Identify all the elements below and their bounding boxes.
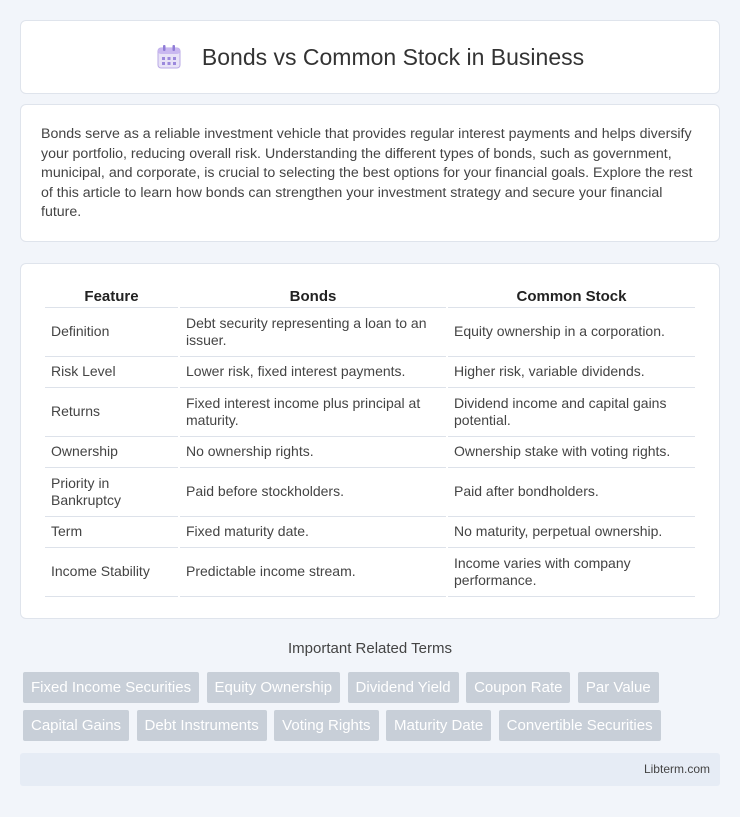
header-card bbox=[20, 20, 720, 94]
tag-coupon-rate[interactable]: Coupon Rate bbox=[466, 672, 570, 703]
column-header-common-stock: Common Stock bbox=[448, 284, 695, 308]
table-cell: Dividend income and capital gains potential. bbox=[448, 388, 695, 437]
table-row bbox=[45, 468, 695, 517]
related-terms-list bbox=[23, 672, 723, 748]
table-cell: Priority in Bankruptcy bbox=[45, 468, 178, 517]
table-cell: Debt security representing a loan to an issuer. bbox=[180, 308, 446, 357]
table-row bbox=[45, 308, 695, 357]
intro-card bbox=[20, 104, 720, 242]
page-title: Bonds vs Common Stock in Business bbox=[201, 43, 585, 70]
table-cell: Paid after bondholders. bbox=[448, 468, 695, 517]
column-header-bonds: Bonds bbox=[180, 284, 446, 308]
table-header-row bbox=[45, 284, 695, 308]
tag-debt-instruments[interactable]: Debt Instruments bbox=[137, 710, 267, 741]
table-cell: Returns bbox=[45, 388, 178, 437]
table-cell: No maturity, perpetual ownership. bbox=[448, 517, 695, 548]
table-row bbox=[45, 548, 695, 597]
table-cell: Lower risk, fixed interest payments. bbox=[180, 357, 446, 388]
footer bbox=[20, 753, 720, 786]
column-header-feature: Feature bbox=[45, 284, 178, 308]
tag-convertible-securities[interactable]: Convertible Securities bbox=[499, 710, 661, 741]
table-row bbox=[45, 437, 695, 468]
table-cell: Fixed interest income plus principal at maturity. bbox=[180, 388, 446, 437]
table-cell: Equity ownership in a corporation. bbox=[448, 308, 695, 357]
table-cell: Ownership bbox=[45, 437, 178, 468]
tag-maturity-date[interactable]: Maturity Date bbox=[386, 710, 491, 741]
table-cell: Paid before stockholders. bbox=[180, 468, 446, 517]
table-cell: Predictable income stream. bbox=[180, 548, 446, 597]
table-cell: No ownership rights. bbox=[180, 437, 446, 468]
table-row bbox=[45, 357, 695, 388]
related-terms-title: Important Related Terms bbox=[288, 640, 452, 657]
table-cell: Higher risk, variable dividends. bbox=[448, 357, 695, 388]
table-cell: Risk Level bbox=[45, 357, 178, 388]
tag-capital-gains[interactable]: Capital Gains bbox=[23, 710, 129, 741]
table-cell: Income varies with company performance. bbox=[448, 548, 695, 597]
table-row bbox=[45, 517, 695, 548]
comparison-table bbox=[43, 284, 697, 597]
comparison-card bbox=[20, 263, 720, 619]
intro-paragraph: Bonds serve as a reliable investment vehicle that provides regular interest payments and helps diversify your portfolio, reducing overall risk. Understanding the different types of bonds, such as government, municipal, and corporate, is crucial to selecting the best options for your financial goals. Explore the rest of this article to learn how bonds can strengthen your investment strategy and secure your financial future. bbox=[41, 126, 693, 221]
table-cell: Fixed maturity date. bbox=[180, 517, 446, 548]
table-cell: Definition bbox=[45, 308, 178, 357]
tag-par-value[interactable]: Par Value bbox=[578, 672, 659, 703]
tag-dividend-yield[interactable]: Dividend Yield bbox=[348, 672, 459, 703]
table-cell: Term bbox=[45, 517, 178, 548]
tag-voting-rights[interactable]: Voting Rights bbox=[274, 710, 378, 741]
tag-fixed-income-securities[interactable]: Fixed Income Securities bbox=[23, 672, 199, 703]
table-cell: Income Stability bbox=[45, 548, 178, 597]
calendar-icon bbox=[156, 44, 182, 70]
tag-equity-ownership[interactable]: Equity Ownership bbox=[207, 672, 341, 703]
table-cell: Ownership stake with voting rights. bbox=[448, 437, 695, 468]
table-row bbox=[45, 388, 695, 437]
footer-brand-link[interactable]: Libterm.com bbox=[643, 762, 710, 776]
